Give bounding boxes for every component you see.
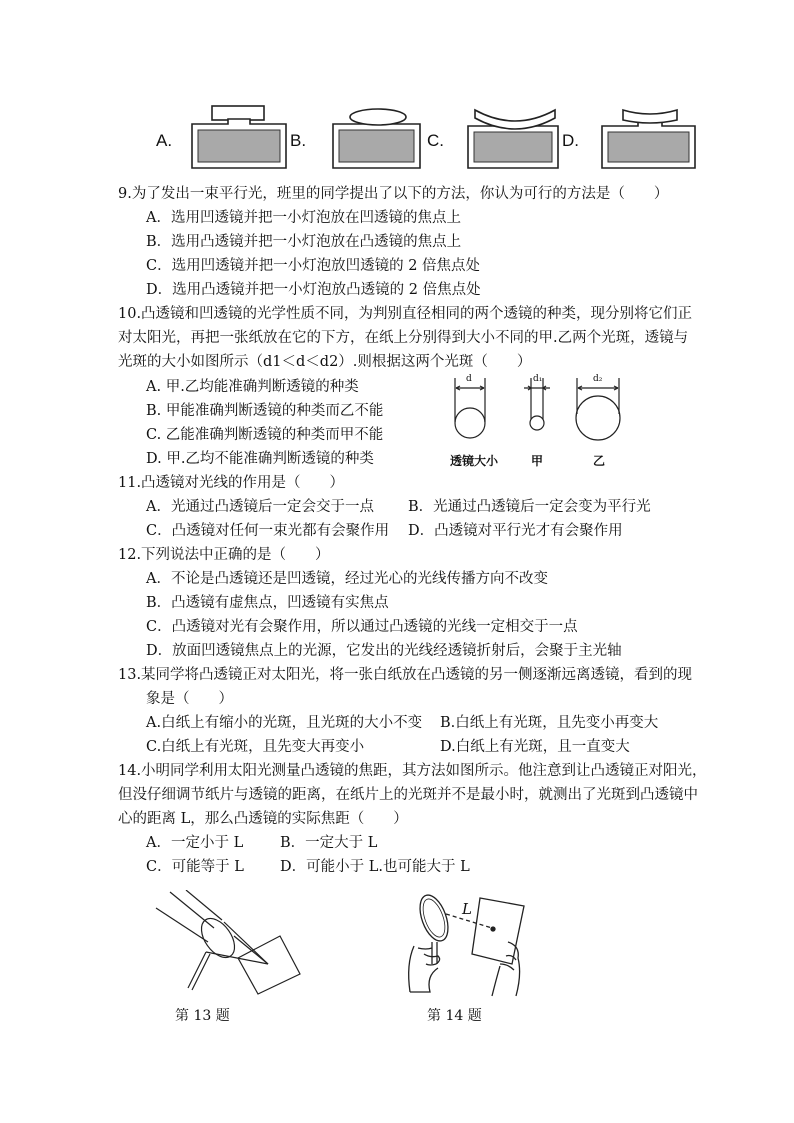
q10-light-spot-figure xyxy=(444,374,644,444)
q12-option-a: A．不论是凸透镜还是凹透镜，经过光心的光线传播方向不改变 xyxy=(146,571,548,587)
q13-option-b: B.白纸上有光斑，且先变小再变大 xyxy=(440,715,659,731)
q14-figure xyxy=(396,884,556,1004)
q10-dim-d2: d₂ xyxy=(593,374,603,384)
figure-label-a: A. xyxy=(156,131,173,150)
q10-option-a: A. 甲.乙均能准确判断透镜的种类 xyxy=(146,379,359,395)
q11-option-b: B．光通过凸透镜后一定会变为平行光 xyxy=(408,499,651,515)
q10-light-spot-diagram xyxy=(444,374,644,444)
q10-option-d: D. 甲.乙均不能准确判断透镜的种类 xyxy=(146,451,374,467)
figure-label-c: C. xyxy=(427,131,444,150)
q10-label-yi: 乙 xyxy=(593,454,606,468)
q13-lens-diagram xyxy=(150,890,320,1000)
q9-option-d: D．选用凸透镜并把一小灯泡放凸透镜的 2 倍焦点处 xyxy=(146,282,481,298)
spot-jia-drawing xyxy=(524,378,550,430)
container-a xyxy=(180,106,306,170)
q10-dim-d1: d₁ xyxy=(533,374,543,384)
figure-label-d: D. xyxy=(562,131,579,150)
figure-label-b: B. xyxy=(290,131,307,150)
q11-option-a: A．光通过凸透镜后一定会交于一点 xyxy=(146,499,374,515)
q14-figure-label-l: L xyxy=(462,900,472,918)
q12-stem: 12.下列说法中正确的是（ ） xyxy=(118,547,330,563)
q13-option-a: A.白纸上有缩小的光斑，且光斑的大小不变 xyxy=(146,715,423,731)
q10-option-c: C. 乙能准确判断透镜的种类而甲不能 xyxy=(146,427,384,443)
q11-option-c: C．凸透镜对任何一束光都有会聚作用 xyxy=(146,523,390,539)
q13-option-c: C.白纸上有光斑，且先变大再变小 xyxy=(146,739,365,755)
container-d xyxy=(602,110,695,168)
q14-option-a: A．一定小于 L xyxy=(146,835,244,851)
q10-label-lens-size: 透镜大小 xyxy=(450,454,499,468)
q13-option-d: D.白纸上有光斑，且一直变大 xyxy=(440,739,630,755)
q14-magnifier-diagram xyxy=(396,884,556,1004)
q14-stem-line-1: 14.小明同学利用太阳光测量凸透镜的焦距，其方法如图所示。他注意到让凸透镜正对阳光， xyxy=(118,763,707,779)
q10-stem-line-3: 光斑的大小如图所示（d1＜d＜d2）.则根据这两个光斑（ ） xyxy=(118,354,532,370)
q11-option-d: D．凸透镜对平行光才有会聚作用 xyxy=(408,523,623,539)
q14-option-b: B．一定大于 L xyxy=(280,835,378,851)
q10-dim-d: d xyxy=(466,374,472,384)
q9-option-a: A．选用凹透镜并把一小灯泡放在凹透镜的焦点上 xyxy=(146,210,461,226)
q9-option-b: B．选用凸透镜并把一小灯泡放在凸透镜的焦点上 xyxy=(146,234,462,250)
q13-stem-line-1: 13.某同学将凸透镜正对太阳光，将一张白纸放在凸透镜的另一侧逐渐远离透镜，看到的现 xyxy=(118,667,693,683)
q10-option-b: B. 甲能准确判断透镜的种类而乙不能 xyxy=(146,403,384,419)
q10-stem-line-2: 对太阳光，再把一张纸放在它的下方，在纸上分别得到大小不同的甲.乙两个光斑，透镜与 xyxy=(118,330,689,346)
q14-figure-caption: 第 14 题 xyxy=(427,1008,482,1024)
spot-yi-drawing xyxy=(576,378,620,440)
q14-option-c: C．可能等于 L xyxy=(146,859,244,875)
q10-label-jia: 甲 xyxy=(531,454,544,468)
q14-option-d: D．可能小于 L.也可能大于 L xyxy=(280,859,470,875)
q10-stem-line-1: 10.凸透镜和凹透镜的光学性质不同，为判别直径相同的两个透镜的种类，现分别将它们正 xyxy=(118,306,693,322)
q12-option-b: B．凸透镜有虚焦点，凹透镜有实焦点 xyxy=(146,595,389,611)
container-c xyxy=(468,110,558,168)
q12-option-c: C．凸透镜对光有会聚作用，所以通过凸透镜的光线一定相交于一点 xyxy=(146,619,578,635)
q13-stem-line-2: 象是（ ） xyxy=(146,691,233,707)
q9-option-c: C．选用凹透镜并把一小灯泡放凹透镜的 2 倍焦点处 xyxy=(146,258,481,274)
container-b xyxy=(333,109,420,168)
q11-stem: 11.凸透镜对光线的作用是（ ） xyxy=(118,475,345,491)
q13-figure-caption: 第 13 题 xyxy=(175,1008,230,1024)
q13-figure xyxy=(150,890,320,1000)
q9-stem: 9.为了发出一束平行光，班里的同学提出了以下的方法，你认为可行的方法是（ ） xyxy=(118,186,669,202)
lens-size-drawing xyxy=(455,378,485,438)
q12-option-d: D．放面凹透镜焦点上的光源，它发出的光线经透镜折射后，会聚于主光轴 xyxy=(146,643,622,659)
q14-stem-line-3: 心的距离 L，那么凸透镜的实际焦距（ ） xyxy=(118,811,408,827)
q14-stem-line-2: 但没仔细调节纸片与透镜的距离，在纸片上的光斑并不是最小时，就测出了光斑到凸透镜中 xyxy=(118,787,698,803)
